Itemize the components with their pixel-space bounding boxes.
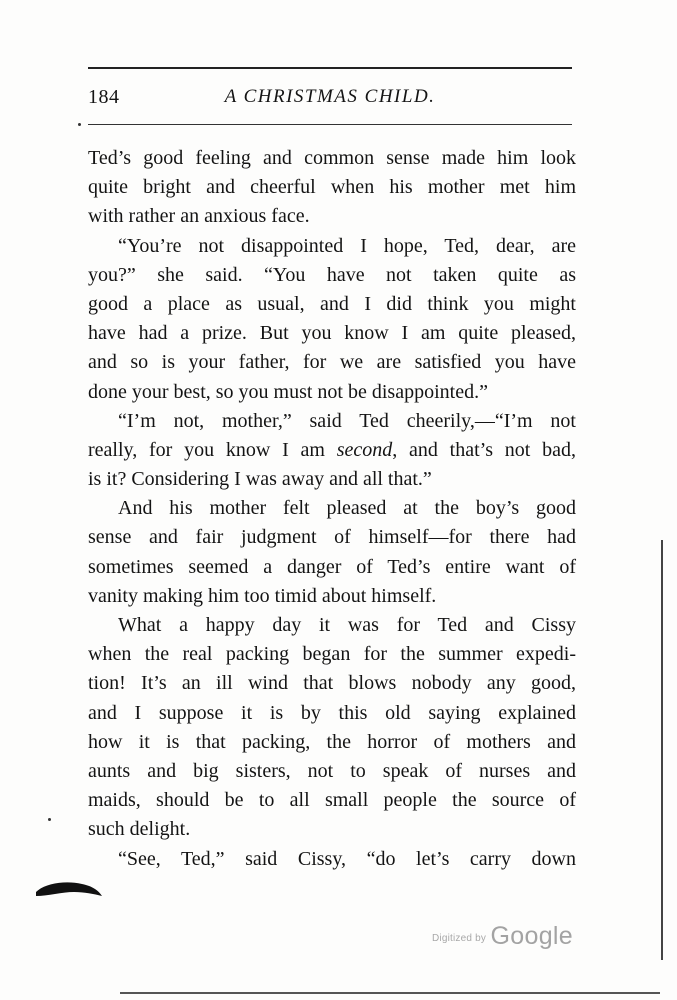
text-line: good a place as usual, and I did think you might: [88, 292, 576, 315]
page-bottom-edge: [120, 992, 660, 994]
page-number: 184: [88, 86, 120, 108]
header-top-rule: [88, 67, 572, 69]
running-header: [88, 86, 572, 114]
digitized-watermark: [432, 922, 573, 951]
text-line: is it? Considering I was away and all that.”: [88, 468, 432, 491]
text-line: when the real packing began for the summer expedi-: [88, 643, 576, 666]
text-line: really, for you know I am second, and that’s not bad,: [88, 438, 576, 461]
text-line: such delight.: [88, 818, 191, 841]
text-line: sense and fair judgment of himself—for there had: [88, 526, 576, 549]
page-edge-shadow: [661, 540, 663, 960]
text-line: and so is your father, for we are satisfied you have: [88, 351, 576, 374]
watermark-prefix: Digitized by: [432, 933, 487, 944]
watermark-brand: Google: [490, 922, 573, 950]
text-line: quite bright and cheerful when his mother met him: [88, 176, 576, 199]
text-line: have had a prize. But you know I am quite pleased,: [88, 322, 576, 345]
text-line: And his mother felt pleased at the boy’s good: [118, 497, 576, 520]
text-line: you?” she said. “You have not taken quite as: [88, 263, 576, 286]
text-line: vanity making him too timid about himself.: [88, 584, 437, 607]
text-line: tion! It’s an ill wind that blows nobody any good,: [88, 672, 576, 695]
running-title: A CHRISTMAS CHILD.: [224, 86, 436, 107]
text-line: with rather an anxious face.: [88, 205, 310, 228]
text-line: sometimes seemed a danger of Ted’s entire want of: [88, 555, 576, 578]
text-line: “I’m not, mother,” said Ted cheerily,—“I’m not: [118, 409, 576, 432]
body-text: [88, 144, 576, 874]
text-line: Ted’s good feeling and common sense made him look: [88, 147, 576, 169]
text-line: aunts and big sisters, not to speak of nurses and: [88, 759, 576, 782]
ink-smudge: [34, 880, 104, 902]
print-speck: [78, 123, 81, 126]
text-line: how it is that packing, the horror of mothers and: [88, 730, 576, 753]
text-line: “You’re not disappointed I hope, Ted, dear, are: [118, 234, 576, 257]
header-bottom-rule: [88, 124, 572, 125]
text-line: “See, Ted,” said Cissy, “do let’s carry down: [118, 847, 576, 870]
print-speck: [48, 818, 51, 821]
text-line: and I suppose it is by this old saying explained: [88, 701, 576, 724]
text-line: done your best, so you must not be disappointed.”: [88, 380, 488, 403]
text-line: What a happy day it was for Ted and Cissy: [118, 614, 576, 636]
text-line: maids, should be to all small people the source of: [88, 789, 576, 812]
